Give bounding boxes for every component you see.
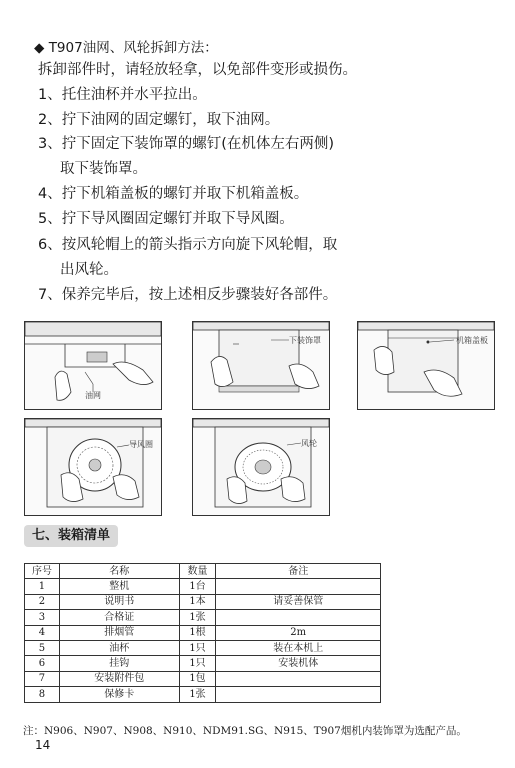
cell-remarks: 装在本机上: [216, 640, 381, 655]
fig5-label: 风轮: [301, 439, 317, 448]
table-row: [25, 640, 381, 655]
cell-index: 3: [25, 610, 60, 625]
cell-quantity: 1根: [179, 625, 216, 640]
cell-name: 合格证: [59, 610, 179, 625]
figure-lower-cover: [192, 321, 330, 410]
cell-name: 整机: [59, 579, 179, 594]
step-7: 7、保养完毕后，按上述相反步骤装好各部件。: [38, 287, 338, 303]
heading-text: T907油网、风轮拆卸方法：: [48, 40, 218, 56]
cell-quantity: 1张: [179, 687, 216, 702]
cell-index: 8: [25, 687, 60, 702]
cell-quantity: 1包: [179, 671, 216, 686]
cell-name: 说明书: [59, 594, 179, 609]
table-row: [25, 671, 381, 686]
table-header-row: [25, 564, 381, 579]
fig4-label: 导风圈: [129, 440, 153, 449]
cell-quantity: 1只: [179, 640, 216, 655]
cell-quantity: 1台: [179, 579, 216, 594]
cell-name: 油杯: [59, 640, 179, 655]
figure-oil-net: [24, 321, 162, 410]
cell-name: 排烟管: [59, 625, 179, 640]
cell-remarks: 安装机体: [216, 656, 381, 671]
table-row: [25, 594, 381, 609]
heading: [34, 38, 218, 58]
cell-quantity: 1张: [179, 610, 216, 625]
table-row: [25, 610, 381, 625]
header-index: 序号: [25, 564, 60, 579]
cell-remarks: [216, 671, 381, 686]
cell-remarks: [216, 687, 381, 702]
air-guide-ring-illustration: [25, 419, 161, 515]
section-title: 七、装箱清单: [24, 525, 118, 547]
footnote: 注：N906、N907、N908、N910、NDM91.SG、N915、T907烟机内装饰罩为选配产品。: [23, 725, 467, 737]
cell-remarks: [216, 579, 381, 594]
step-5: 5、拧下导风圈固定螺钉并取下导风圈。: [38, 211, 294, 227]
cell-name: 安装附件包: [59, 671, 179, 686]
step-6-continued: 出风轮。: [60, 262, 118, 278]
header-remarks: 备注: [216, 564, 381, 579]
table-row: [25, 687, 381, 702]
fig1-label: 油网: [85, 391, 101, 400]
cell-index: 4: [25, 625, 60, 640]
step-4: 4、拧下机箱盖板的螺钉并取下机箱盖板。: [38, 186, 309, 202]
cell-index: 1: [25, 579, 60, 594]
cell-quantity: 1只: [179, 656, 216, 671]
fig2-label: 下装饰罩: [289, 336, 321, 345]
cell-name: 挂钩: [59, 656, 179, 671]
cell-index: 2: [25, 594, 60, 609]
cell-remarks: 请妥善保管: [216, 594, 381, 609]
figure-air-guide-ring: [24, 418, 162, 516]
step-2: 2、拧下油网的固定螺钉，取下油网。: [38, 112, 280, 128]
step-3-continued: 取下装饰罩。: [60, 161, 147, 177]
cell-quantity: 1本: [179, 594, 216, 609]
cell-remarks: [216, 610, 381, 625]
table-row: [25, 579, 381, 594]
table-row: [25, 625, 381, 640]
cell-index: 7: [25, 671, 60, 686]
step-1: 1、托住油杯并水平拉出。: [38, 87, 207, 103]
cell-index: 6: [25, 656, 60, 671]
cell-index: 5: [25, 640, 60, 655]
cell-remarks: 2m: [216, 625, 381, 640]
packing-list-table: [24, 563, 381, 703]
figure-fan-wheel: [192, 418, 330, 516]
figure-chassis-cover: [357, 321, 495, 410]
header-quantity: 数量: [179, 564, 216, 579]
table-row: [25, 656, 381, 671]
page-number: 14: [35, 738, 51, 752]
fig3-label: 机箱盖板: [456, 336, 488, 345]
step-6: 6、按风轮帽上的箭头指示方向旋下风轮帽，取: [38, 237, 338, 253]
step-3: 3、拧下固定下装饰罩的螺钉(在机体左右两侧): [38, 136, 335, 152]
heading-bullet: ◆: [34, 40, 45, 56]
fan-wheel-illustration: [193, 419, 329, 515]
header-name: 名称: [59, 564, 179, 579]
cell-name: 保修卡: [59, 687, 179, 702]
intro-text: 拆卸部件时，请轻放轻拿，以免部件变形或损伤。: [38, 62, 357, 78]
